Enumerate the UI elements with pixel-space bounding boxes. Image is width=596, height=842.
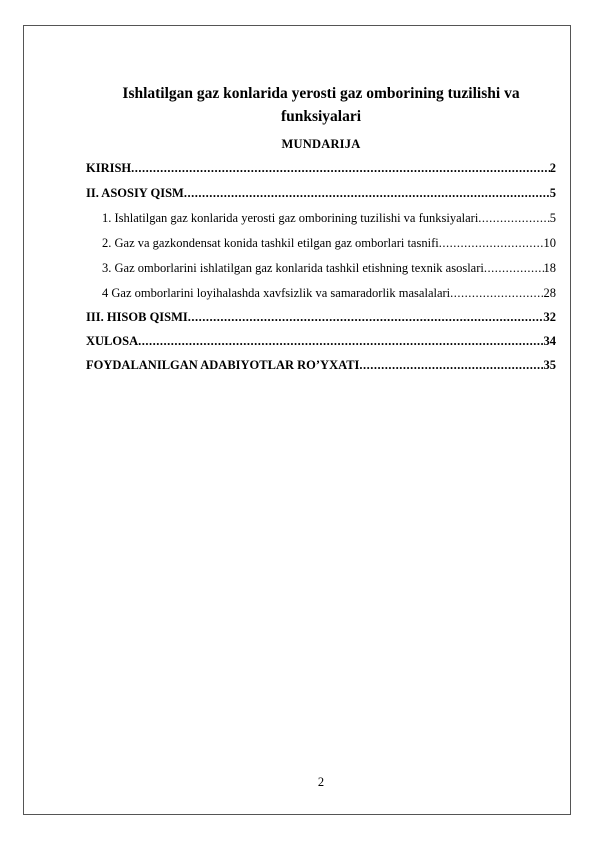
toc-entry-section-4[interactable] (102, 285, 556, 301)
toc-entry-page: 35 (543, 358, 556, 372)
toc-entry-page: 2 (549, 161, 556, 175)
toc-heading: MUNDARIJA (281, 137, 361, 151)
toc-leader-dots (184, 185, 550, 201)
toc-leader-dots (450, 285, 543, 301)
toc-entry-page: 18 (543, 261, 556, 275)
toc-entry-label: II. ASOSIY QISM (86, 186, 184, 200)
toc-entry-page: 28 (543, 286, 556, 300)
toc-entry-page: 34 (543, 334, 556, 348)
toc-entry-page: 10 (543, 236, 556, 250)
toc-leader-dots (359, 357, 543, 373)
toc-entry-asosiy-qism[interactable] (86, 185, 556, 201)
toc-entry-label: FOYDALANILGAN ADABIYOTLAR RO’YXATI (86, 358, 360, 372)
toc-leader-dots (138, 333, 543, 349)
toc-leader-dots (131, 160, 550, 176)
toc-entry-label: III. HISOB QISMI (86, 310, 188, 324)
toc-entry-label: 1. Ishlatilgan gaz konlarida yerosti gaz omborining tuzilishi va funksiyalari (102, 211, 479, 225)
toc-entry-section-3[interactable] (102, 260, 556, 276)
toc-entry-label: 2. Gaz va gazkondensat konida tashkil etilgan gaz omborlari tasnifi (102, 236, 439, 250)
toc-entry-page: 5 (549, 186, 556, 200)
toc-entry-section-2[interactable] (102, 235, 556, 251)
document-title-line-1: Ishlatilgan gaz konlarida yerosti gaz omborining tuzilishi va (122, 85, 520, 102)
toc-entry-page: 5 (549, 211, 556, 225)
toc-entry-label: XULOSA (86, 334, 139, 348)
toc-entry-xulosa[interactable] (86, 333, 556, 349)
toc-leader-dots (484, 260, 544, 276)
toc-entry-label: KIRISH (86, 161, 132, 175)
toc-leader-dots (478, 210, 549, 226)
toc-leader-dots (439, 235, 544, 251)
toc-entry-kirish[interactable] (86, 160, 556, 176)
toc-entry-section-1[interactable] (102, 210, 556, 226)
page-number: 2 (317, 775, 325, 789)
document-title-line-2: funksiyalari (280, 108, 362, 125)
toc-entry-label: 3. Gaz omborlarini ishlatilgan gaz konlarida tashkil etishning texnik asoslari (102, 261, 484, 275)
toc-leader-dots (188, 309, 544, 325)
toc-entry-label: 4 Gaz omborlarini loyihalashda xavfsizlik va samaradorlik masalalari (102, 286, 451, 300)
toc-entry-hisob-qismi[interactable] (86, 309, 556, 325)
toc-entry-page: 32 (543, 310, 556, 324)
toc-entry-adabiyotlar[interactable] (86, 357, 556, 373)
